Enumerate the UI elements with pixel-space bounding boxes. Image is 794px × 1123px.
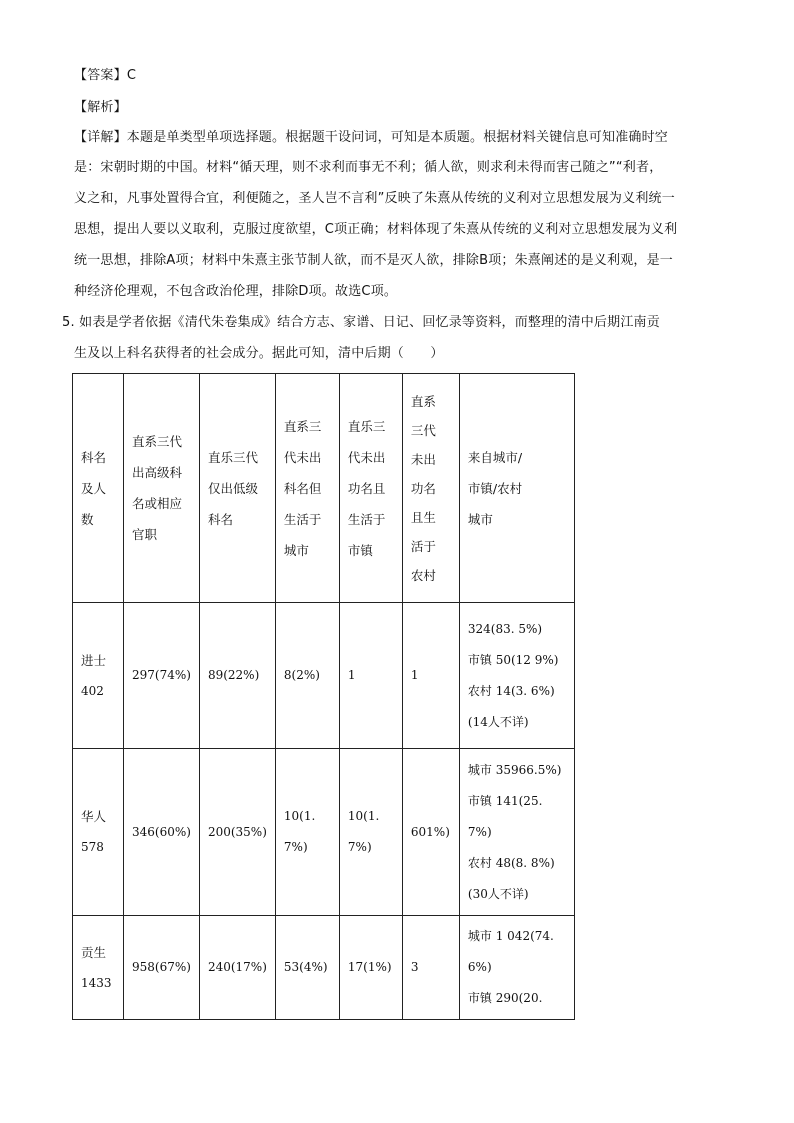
table-cell: 1 [339,603,402,749]
header-cell: 直系三代 出高级科 名或相应 官职 [124,374,200,603]
table-cell: 297(74%) [124,603,200,749]
data-table [72,373,575,1020]
table-cell: 89(22%) [199,603,275,749]
table-cell: 1 [402,603,459,749]
header-cell: 科名 及人 数 [73,374,124,603]
question-line-2: 生及以上科名获得者的社会成分。据此可知，清中后期（ ） [74,346,444,361]
answer-value: C [126,68,137,83]
question-line-1: 5. 如表是学者依据《清代朱卷集成》结合方志、家谱、日记、回忆录等资料，而整理的清中后期江南贡 [62,315,660,330]
detail-line-5: 统一思想，排除A项；材料中朱熹主张节制人欲，而不是灭人欲，排除B项；朱熹阐述的是义利观，是一 [74,253,674,268]
answer-line [74,66,136,86]
row-name-cell: 贡生 1433 [73,916,124,1020]
detail-line-6: 种经济伦理观，不包含政治伦理，排除D项。故选C项。 [74,284,398,299]
table-cell: 601%) [402,749,459,916]
table-cell: 200(35%) [199,749,275,916]
origin-cell: 324(83. 5%) 市镇 50(12 9%) 农村 14(3. 6%) (14人不详) [459,603,574,749]
detail-line-2: 是：宋朝时期的中国。材料“循天理，则不求利而事无不利；循人欲，则求利未得而害己随之”“利者， [74,160,663,175]
table-cell: 17(1%) [339,916,402,1020]
header-cell: 来自城市/ 市镇/农村 城市 [459,374,574,603]
detail-line-4: 思想，提出人要以义取利，克服过度欲望，C项正确；材料体现了朱熹从传统的义利对立思想发展为义利 [74,222,678,237]
table-cell: 10(1. 7%) [339,749,402,916]
detail-line-3: 义之和，凡事处置得合宜，利便随之，圣人岂不言利”反映了朱熹从传统的义利对立思想发展为义利统一 [74,191,675,206]
table-cell: 958(67%) [124,916,200,1020]
table-cell: 8(2%) [275,603,339,749]
table-row [73,916,575,1020]
analysis-label: 【解析】 [74,100,127,115]
origin-cell: 城市 1 042(74. 6%) 市镇 290(20. [459,916,574,1020]
table-cell: 3 [402,916,459,1020]
table-cell: 240(17%) [199,916,275,1020]
table-cell: 346(60%) [124,749,200,916]
table-header-row [73,374,575,603]
detail-line-1: 【详解】本题是单类型单项选择题。根据题干设问词，可知是本质题。根据材料关键信息可知准确时空 [74,130,669,145]
header-cell: 直乐三代 仅出低级 科名 [199,374,275,603]
table-row [73,749,575,916]
header-cell: 直系三 代未出 科名但 生活于 城市 [275,374,339,603]
table-row [73,603,575,749]
table-cell: 53(4%) [275,916,339,1020]
row-name-cell: 进士 402 [73,603,124,749]
header-cell: 直系 三代 未出 功名 且生 活于 农村 [402,374,459,603]
row-name-cell: 华人 578 [73,749,124,916]
table-cell: 10(1. 7%) [275,749,339,916]
origin-cell: 城市 35966.5%) 市镇 141(25. 7%) 农村 48(8. 8%) (30人不详) [459,749,574,916]
header-cell: 直乐三 代未出 功名且 生活于 市镇 [339,374,402,603]
answer-label: 【答案】 [74,68,127,83]
